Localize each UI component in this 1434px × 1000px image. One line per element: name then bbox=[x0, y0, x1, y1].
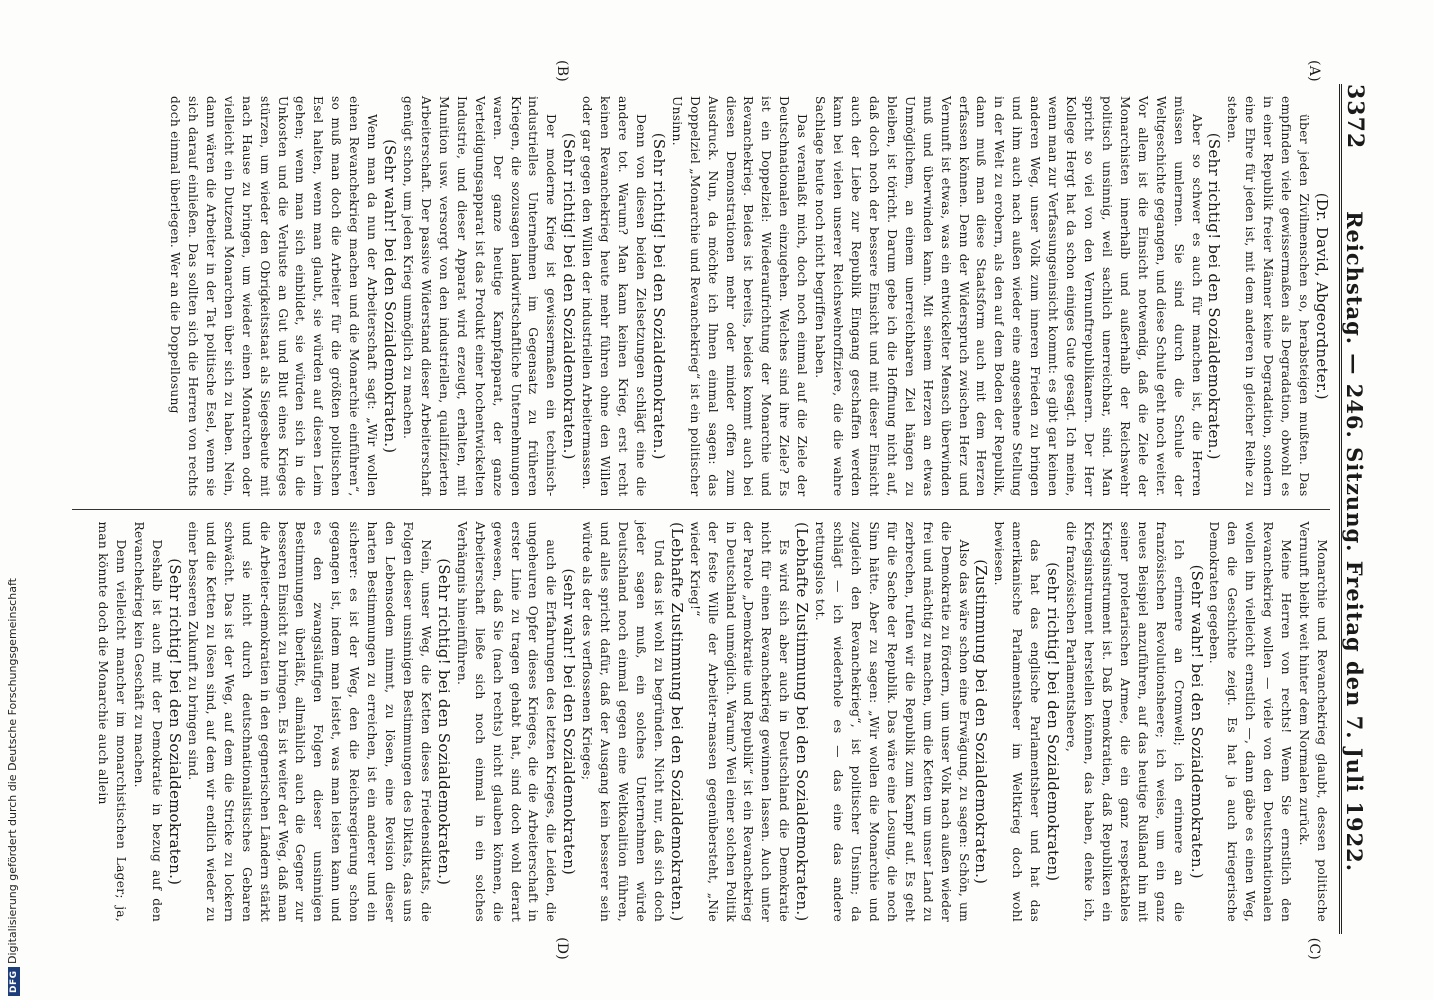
paragraph: Der moderne Krieg ist gewissermaßen ein technisch-industrielles Unternehmen im Gegensatz zu früheren Kriegen, die sozusagen landwirtschaftliche Unternehmungen waren. Der ganze heutige Kampfapparat, der ganze Verteidigungsapparat ist das Produkt einer hochentwickelten Industrie, und dieser Apparat wird erzeugt, erhalten, mit Munition usw. versorgt von den industriellen, qualifizierten Arbeiterschaft. Der passive Widerstand dieser Arbeiterschaft genügt schon, um jeden Krieg unmöglich zu machen. bbox=[400, 96, 559, 497]
paragraph: über jeden Zivilmenschen so, herabsteigen mußten. Das empfinden viele gewissermaßen als Degradation, obwohl es in einer Republik freier Männer keine Degradation, sondern eine Ehre für jeden ist, mit dem anderen in gleicher Reihe zu stehen. bbox=[1225, 96, 1312, 497]
paragraph: Denn von diesen beiden Zielsetzungen schlägt eine die andere tot. Warum? Man kann keinen Krieg, erst recht keinen Revanchekrieg heute mehr führen ohne den Willen oder gar gegen den Willen der industriellen Arbeitermassen. bbox=[580, 96, 648, 497]
paragraph: (Sehr richtig! bei den Sozialdemokraten.) bbox=[560, 132, 579, 460]
paragraph: (Sehr richtig! bei den Sozialdemokraten.) bbox=[1205, 132, 1224, 460]
paragraph: (Lebhafte Zustimmung bei den Sozialdemokraten.) bbox=[667, 522, 686, 922]
paragraph: (Sehr richtig! bei den Sozialdemokraten.) bbox=[166, 558, 184, 886]
margin-letter-d: (D) bbox=[554, 937, 570, 960]
margin-letter-b: (B) bbox=[554, 60, 570, 82]
paragraph: auch die Erfahrungen des letzten Krieges, die Leiden, die ungeheuren Opfer dieses Krieges, die die Arbeiterschaft in erster Linie zu tragen gehabt hat, sind doch wohl derart gewesen, daß Sie (nach rechts) nicht glauben können, die Arbeiterschaft ließe sich noch einmal in ein solches Verhängnis hineinführen. bbox=[454, 521, 559, 922]
paragraph: Nein, unser Weg, die Ketten dieses Friedensdiktats, die Folgen dieser unsinnigen Bestimmungen des Diktats, das uns den Lebensodem nimmt, zu lösen, eine Revision dieser harten Bestimmungen zu erreichen, ist ein anderer und ein sicherer: es ist der Weg, den die Reichsregierung schon gegangen ist, indem man leistet, was man leisten kann und es den zwangsläufigen Folgen dieser unsinnigen Bestimmungen überläßt, allmählich auch die Gegner zur besseren Einsicht zu bringen. Es ist weiter der Weg, daß man die Arbeiter-demokratien in den gegnerischen Ländern stärkt und sie nicht durch deutschnationalistisches Gebaren schwächt. Das ist der Weg, auf dem die Stricke zu lockern und die Ketten zu lösen sind, auf dem wir endlich wieder zu einer besseren Zukunft zu bringen sind. bbox=[185, 521, 433, 922]
left-column bbox=[72, 60, 1331, 509]
right-column bbox=[72, 510, 1330, 960]
paragraph: Es wird sich aber auch in Deutschland die Demokratie nicht für einen Revanchekrieg gewinnen lassen. Auch unter der Parole „Demokratie und Republik“ ist ein Revanchekrieg in Deutschland unmöglich. Warum? Weil einer solchen Politik der feste Wille der Arbeiter-massen gegenübersteht, „Nie wieder Krieg!“ bbox=[687, 521, 792, 922]
text-columns bbox=[72, 60, 1331, 960]
paragraph: (sehr wahr! bei den Sozialdemokraten) bbox=[560, 568, 579, 876]
paragraph: Ich erinnere an Cromwell; ich erinnere an die französischen Revolutionsheere; ich weise, um ein ganz neues Beispiel anzuführen, auf das heutige Rußland hin mit seiner proletarischen Armee, die ein ganz respektables Kriegsinstrument ist. Daß Demokratien, daß Republiken ein Kriegsinstrument herstellen können, das haben, denke ich, die französischen Parlamentsheere, bbox=[1064, 521, 1186, 922]
paragraph: (Sehr wahr! bei den Sozialdemokraten.) bbox=[381, 139, 400, 454]
paragraph: (Sehr wahr! bei den Sozialdemokraten.) bbox=[1187, 564, 1206, 879]
page-header bbox=[1339, 84, 1382, 934]
paragraph: Meine Herren von rechts! Wenn Sie ernstlich den Revanchekrieg wollen — viele von den Deutschnationalen wollen ihn vielleicht ernstlich —, dann gäbe es einen Weg, den die Geschichte zeigt. Es hat ja auch kriegerische Demokraten gegeben. bbox=[1207, 521, 1294, 922]
paragraph: (Lebhafte Zustimmung bei den Sozialdemokraten.) bbox=[793, 522, 812, 922]
paragraph: Aber so schwer es auch für manchen ist, die Herren müssen umlernen. Sie sind durch die Schule der Weltgeschichte gegangen, und diese Schule geht noch weiter. Vor allem ist die Einsicht notwendig, daß die Ziele der Monarchisten innerhalb und außerhalb der Reichswehr politisch unsinnig, weil sachlich unerreichbar, sind. Man spricht so viel von den Vernunftrepublikanern. Der Herr Kollege Hergt hat da schon einiges Gute gesagt. Ich meine, wenn man zur Verfassungseinsicht kommt: es gibt gar keinen anderen Weg, unser Volk zum inneren Frieden zu bringen und ihm auch nach außen wieder eine angesehene Stellung in der Welt zu erobern, als den auf dem Boden der Republik, dann muß man diese Staatsform auch mit dem Herzen erfassen können. Denn der Widerspruch zwischen Herz und Vernunft ist etwas, was ein entwickelter Mensch überwinden muß und überwinden kann. Mit seinem Herzen an etwas Unmöglichem, an einem unerreichbaren Ziel hängen zu bleiben, ist töricht. Darum gebe ich die Hoffnung nicht auf, daß doch noch der bessere Einsicht und mit dieser Einsicht auch der Liebe zur Republik Eingang geschaffen werden kann bei vielen unserer Reichswehroffiziere, die die wahre Sachlage heute noch nicht begriffen haben. bbox=[813, 96, 1204, 497]
margin-letter-a: (A) bbox=[1306, 60, 1322, 82]
paragraph: Denn vielleicht mancher im monarchistischen Lager; ja, man könnte doch die Monarchie auch allein bbox=[96, 521, 129, 922]
paragraph: Das veranlaßt mich, doch noch einmal auf die Ziele der Deutschnationalen einzugehen. Welches sind ihre Ziele? Es ist ein Doppelziel: Wiederaufrichtung der Monarchie und Revanchekrieg. Beides ist bereits, beides kommt auch bei diesen Demonstrationen mehr oder minder offen zum Ausdruck. Nun, da möchte ich Ihnen einmal sagen: das Doppelziel „Monarchie und Revanchekrieg“ ist ein politischer Unsinn. bbox=[669, 96, 810, 497]
paragraph: Deshalb ist auch mit der Demokratie in bezug auf den Revanchekrieg kein Geschäft zu machen. bbox=[132, 521, 165, 922]
paragraph: (sehr richtig! bei den Sozialdemokraten) bbox=[1044, 562, 1063, 882]
paragraph: Wenn man da nun der Arbeiterschaft sagt: „Wir wollen einen Revanchekrieg machen und die Monarchie einführen“, so muß man doch die Arbeiter für die größten politischen Esel halten, wenn man glaubt, sie würden auf diesen Leim gehen; wenn man sich einbildet, sie würden sich in die Unkosten und die Verluste an Gut und Blut eines Krieges stürzen, um wieder den Obrigkeitsstaat als Siegesbeute mit nach Hause zu bringen, um wieder einen Monarchen oder vielleicht ein Dutzend Monarchen über sich zu haben. Nein, dann wären die Arbeiter in der Tat politische Esel, wenn sie sich darauf einließen. Das sollten sich die Herren von rechts doch einmal überlegen. Wer an die Doppellosung bbox=[168, 96, 380, 497]
digitization-credit: Digitalisierung gefördert durch die Deutsche Forschungsgemeinschaft bbox=[6, 578, 19, 964]
paragraph: (Zustimmung bei den Sozialdemokraten.) bbox=[972, 559, 991, 885]
paragraph: (Dr. David, Abgeordneter.) bbox=[1313, 192, 1331, 400]
paragraph: Monarchie und Revanchekrieg glaubt, dessen politische Vernunft bleibt weit hinter dem Normalen zurück. bbox=[1297, 521, 1329, 922]
paragraph: Also das wäre schon eine Erwägung, zu sagen: Schön, um die Demokratie zu fördern, um unser Volk nach außen wieder frei und mächtig zu machen, um die Ketten um unser Land zu zerbrechen, rufen wir die Republik zum Kampf auf. Es geht für die Sache der Republik. Das wäre eine Losung, die noch Sinn hätte. Aber zu sagen: „Wir wollen die Monarchie und zugleich den Revanchekrieg“, ist politischer Unsinn; da schlägt — ich wiederhole es — das eine das andere rettungslos tot. bbox=[813, 521, 971, 922]
page-number: 3372 bbox=[1342, 84, 1368, 150]
paragraph: Und das ist wohl zu begründen. Nicht nur, daß sich doch jeder sagen muß, ein solches Unternehmen würde Deutschland noch einmal gegen eine Weltkoalition führen, und alles spricht dafür, daß der Ausgang kein besserer sein würde als der des verflossenen Krieges; bbox=[580, 521, 666, 922]
digitization-credit-wrap bbox=[6, 0, 20, 996]
paragraph: (Sehr richtig! bei den Sozialdemokraten.) bbox=[649, 132, 668, 460]
paragraph: (Sehr richtig! bei den Sozialdemokraten.) bbox=[434, 558, 453, 886]
margin-letter-c: (C) bbox=[1306, 937, 1322, 960]
paragraph: das hat das englische Parlamentsheer und hat das amerikanische Parlamentsheer im Weltkrieg doch wohl bewiesen. bbox=[992, 521, 1043, 922]
running-title: Reichstag. — 246. Sitzung. Freitag den 7. Juli 1922. bbox=[1342, 211, 1367, 873]
side-strip bbox=[0, 0, 22, 1000]
dfg-logo: DFG bbox=[8, 967, 20, 996]
